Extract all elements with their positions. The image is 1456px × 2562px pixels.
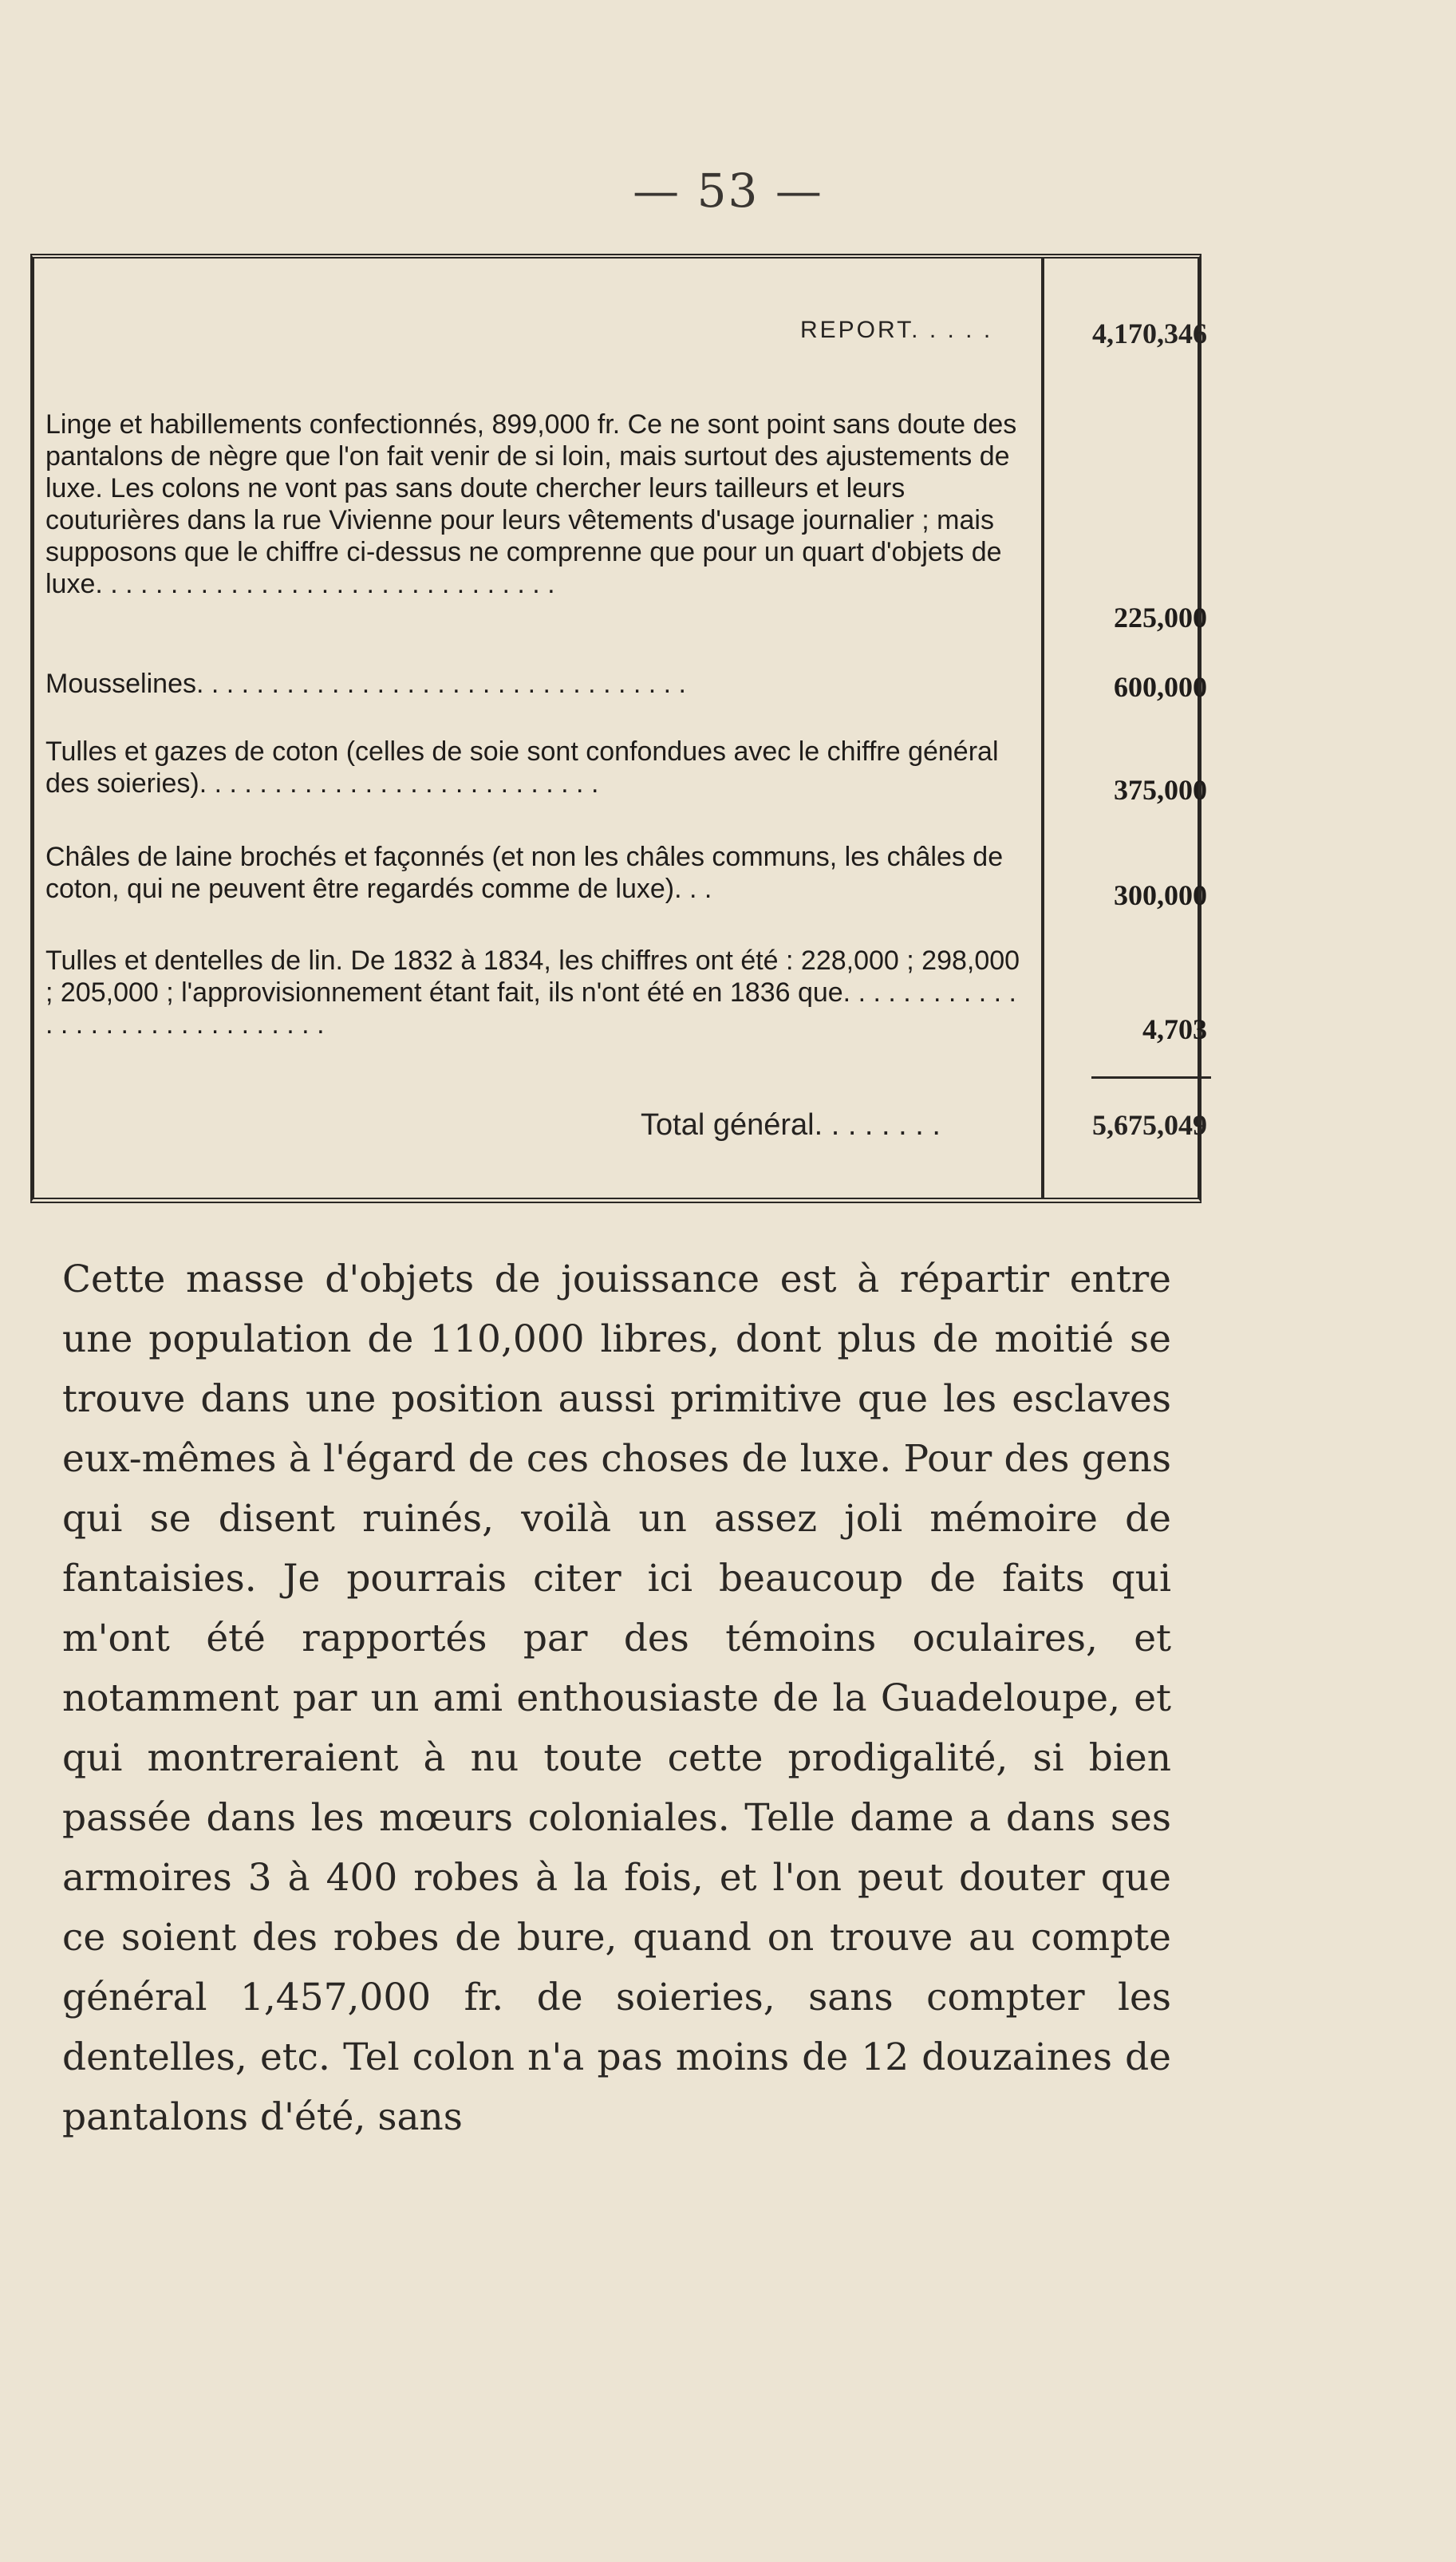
total-amount: 5,675,049 [1092, 1109, 1207, 1141]
import-table [30, 254, 1207, 1203]
row-description: Mousselines. . . . . . . . . . . . . . . . . . . . . . . . . . . . . . . . . [45, 669, 686, 699]
row-description: Tulles et gazes de coton (celles de soie sont confondues avec le chiffre général des soieries). . . . . . . . . . . . . . . . . . . . . . . . . . . [45, 736, 999, 799]
table-row [45, 945, 1207, 1045]
row-amount: 300,000 [1114, 879, 1207, 911]
report-label: REPORT. . . . . [800, 317, 993, 343]
table-row [45, 668, 1207, 703]
row-description: Linge et habillements confectionnés, 899,000 fr. Ce ne sont point sans doute des pantalons de nègre que l'on fait venir de si loin, mais surtout des ajustements de luxe. Les colons ne vont pas sans doute chercher leurs tailleurs et leurs couturières dans la rue Vivienne pour leurs vêtements d'usage journalier ; mais supposons que le chiffre ci-dessus ne comprenne que pour un quart d'objets de luxe. . . . . . . . . . . . . . . . . . . . . . . . . . . . . . . [45, 409, 1017, 599]
table-row [45, 841, 1207, 911]
row-amount: 225,000 [1114, 602, 1207, 634]
body-paragraph: Cette masse d'objets de jouissance est à répartir entre une population de 110,000 libres, dont plus de moitié se trouve dans une position aussi primitive que les esclaves eux-mêmes à l'égard de ces choses de luxe. Pour des gens qui se disent ruinés, voilà un assez joli mémoire de fantaisies. Je pourrais citer ici beaucoup de faits qui m'ont été rapportés par des témoins oculaires, et notamment par un ami enthousiaste de la Guadeloupe, et qui montreraient à nu toute cette prodigalité, si bien passée dans les mœurs coloniales. Telle dame a dans ses armoires 3 à 400 robes à la fois, et l'on peut douter que ce soient des robes de bure, quand on trouve au compte général 1,457,000 fr. de soieries, sans compter les dentelles, etc. Tel colon n'a pas moins de 12 douzaines de pantalons d'été, sans [62, 1257, 1171, 2139]
table-row [45, 409, 1207, 634]
row-description: Tulles et dentelles de lin. De 1832 à 1834, les chiffres ont été : 228,000 ; 298,000 ; 205,000 ; l'approvisionnement étant fait, ils n'ont été en 1836 que. . . . . . . . . . . . . . . . . . . . . . . . . . . . . . . [45, 945, 1020, 1040]
total-rule [1091, 1076, 1211, 1079]
row-amount: 600,000 [1114, 671, 1207, 703]
table-row [45, 736, 1207, 806]
total-label: Total général. . . . . . . . [641, 1108, 941, 1142]
page-number: — 53 — [633, 164, 823, 218]
report-amount: 4,170,346 [1092, 318, 1207, 349]
row-amount: 4,703 [1142, 1013, 1207, 1045]
row-amount: 375,000 [1114, 774, 1207, 806]
column-divider [1041, 259, 1044, 1198]
row-description: Châles de laine brochés et façonnés (et non les châles communs, les châles de coton, qui ne peuvent être regardés comme de luxe). . . [45, 842, 1004, 904]
